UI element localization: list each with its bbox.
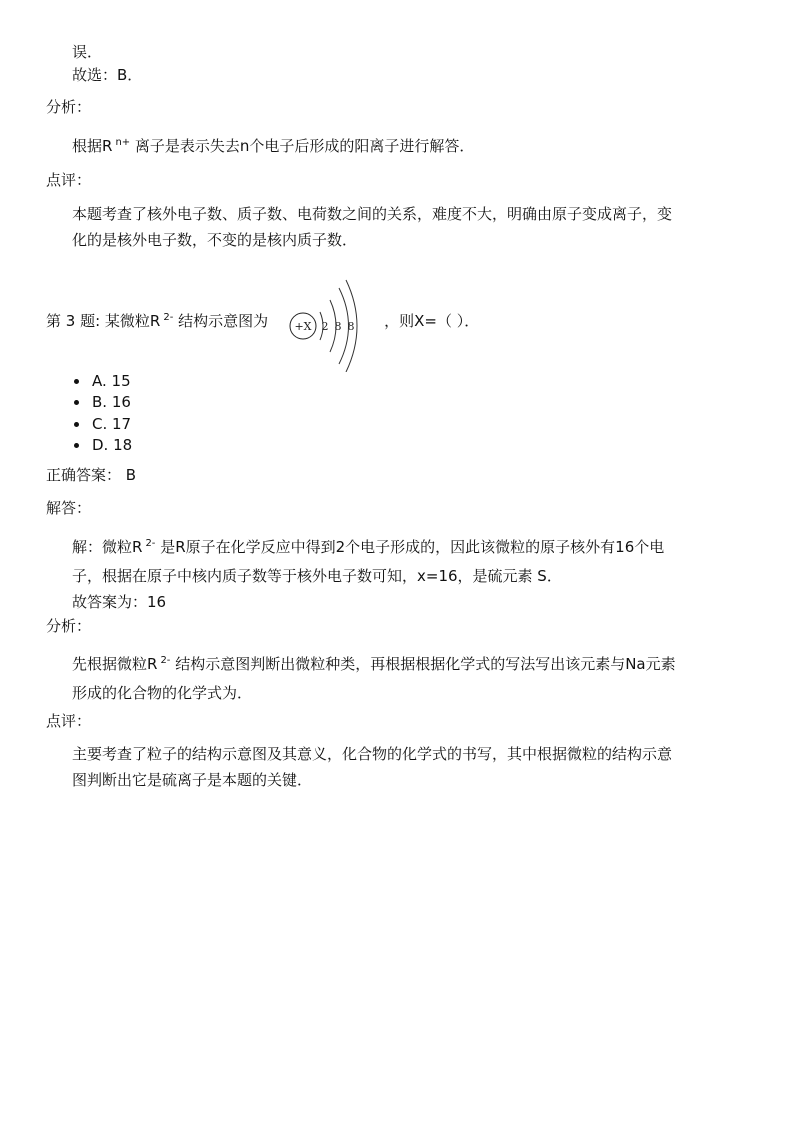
prev-review-text: 本题考查了核外电子数、质子数、电荷数之间的关系，难度不大，明确由原子变成离子，变 化的是核外电子数，不变的是核内质子数． — [72, 205, 673, 249]
solution-sup: 2- — [145, 538, 156, 549]
option-a[interactable]: A. 15 — [74, 371, 132, 392]
solution-label: 解答： — [46, 499, 92, 517]
q3-analysis-sup: 2- — [160, 655, 171, 666]
shell-1-count: 2 — [321, 320, 329, 333]
atom-structure-diagram — [286, 276, 366, 372]
prev-choice-text: 故选：B． — [72, 66, 143, 84]
shell-2-count: 8 — [334, 320, 342, 333]
correct-answer-line: 正确答案： B — [46, 466, 137, 484]
prev-review-label: 点评： — [46, 171, 92, 189]
q3-analysis-label: 分析： — [46, 617, 92, 635]
prev-analysis-label: 分析： — [46, 98, 92, 116]
solution-text: 解：微粒R $^{2-}$ 是R原子在化学反应中得到2个电子形成的，因此该微粒的原子核外有16个电 子，根据在原子中核内质子数等于核外电子数可知，x=16，是硫元素 S． 故答案为：16 — [72, 538, 665, 611]
shell-3-count: 8 — [347, 320, 355, 333]
q3-charge-sup: 2- — [163, 312, 174, 323]
option-c[interactable]: C. 17 — [74, 414, 132, 435]
q3-review-label: 点评： — [46, 712, 92, 730]
option-d[interactable]: D. 18 — [74, 435, 132, 456]
q3-review-text: 主要考查了粒子的结构示意图及其意义，化合物的化学式的书写，其中根据微粒的结构示意 图判断出它是硫离子是本题的关键． — [72, 745, 673, 789]
prev-analysis-text: 根据R $^{n+}$ 离子是表示失去n个电子后形成的阳离子进行解答． — [72, 137, 475, 155]
question-3-stem: 第 3 题: 某微粒R $^{2-}$ 结构示意图为 ，则X=（ ）． — [46, 312, 480, 330]
option-list — [74, 371, 132, 456]
prev-analysis-sup: n+ — [115, 137, 131, 148]
option-b[interactable]: B. 16 — [74, 392, 132, 413]
q3-analysis-text: 先根据微粒R $^{2-}$ 结构示意图判断出微粒种类，再根据根据化学式的写法写出该元素与Na元素 形成的化合物的化学式为． — [72, 655, 676, 702]
nucleus-label: +X — [294, 320, 312, 333]
prev-tail-text: 误． — [72, 43, 103, 61]
